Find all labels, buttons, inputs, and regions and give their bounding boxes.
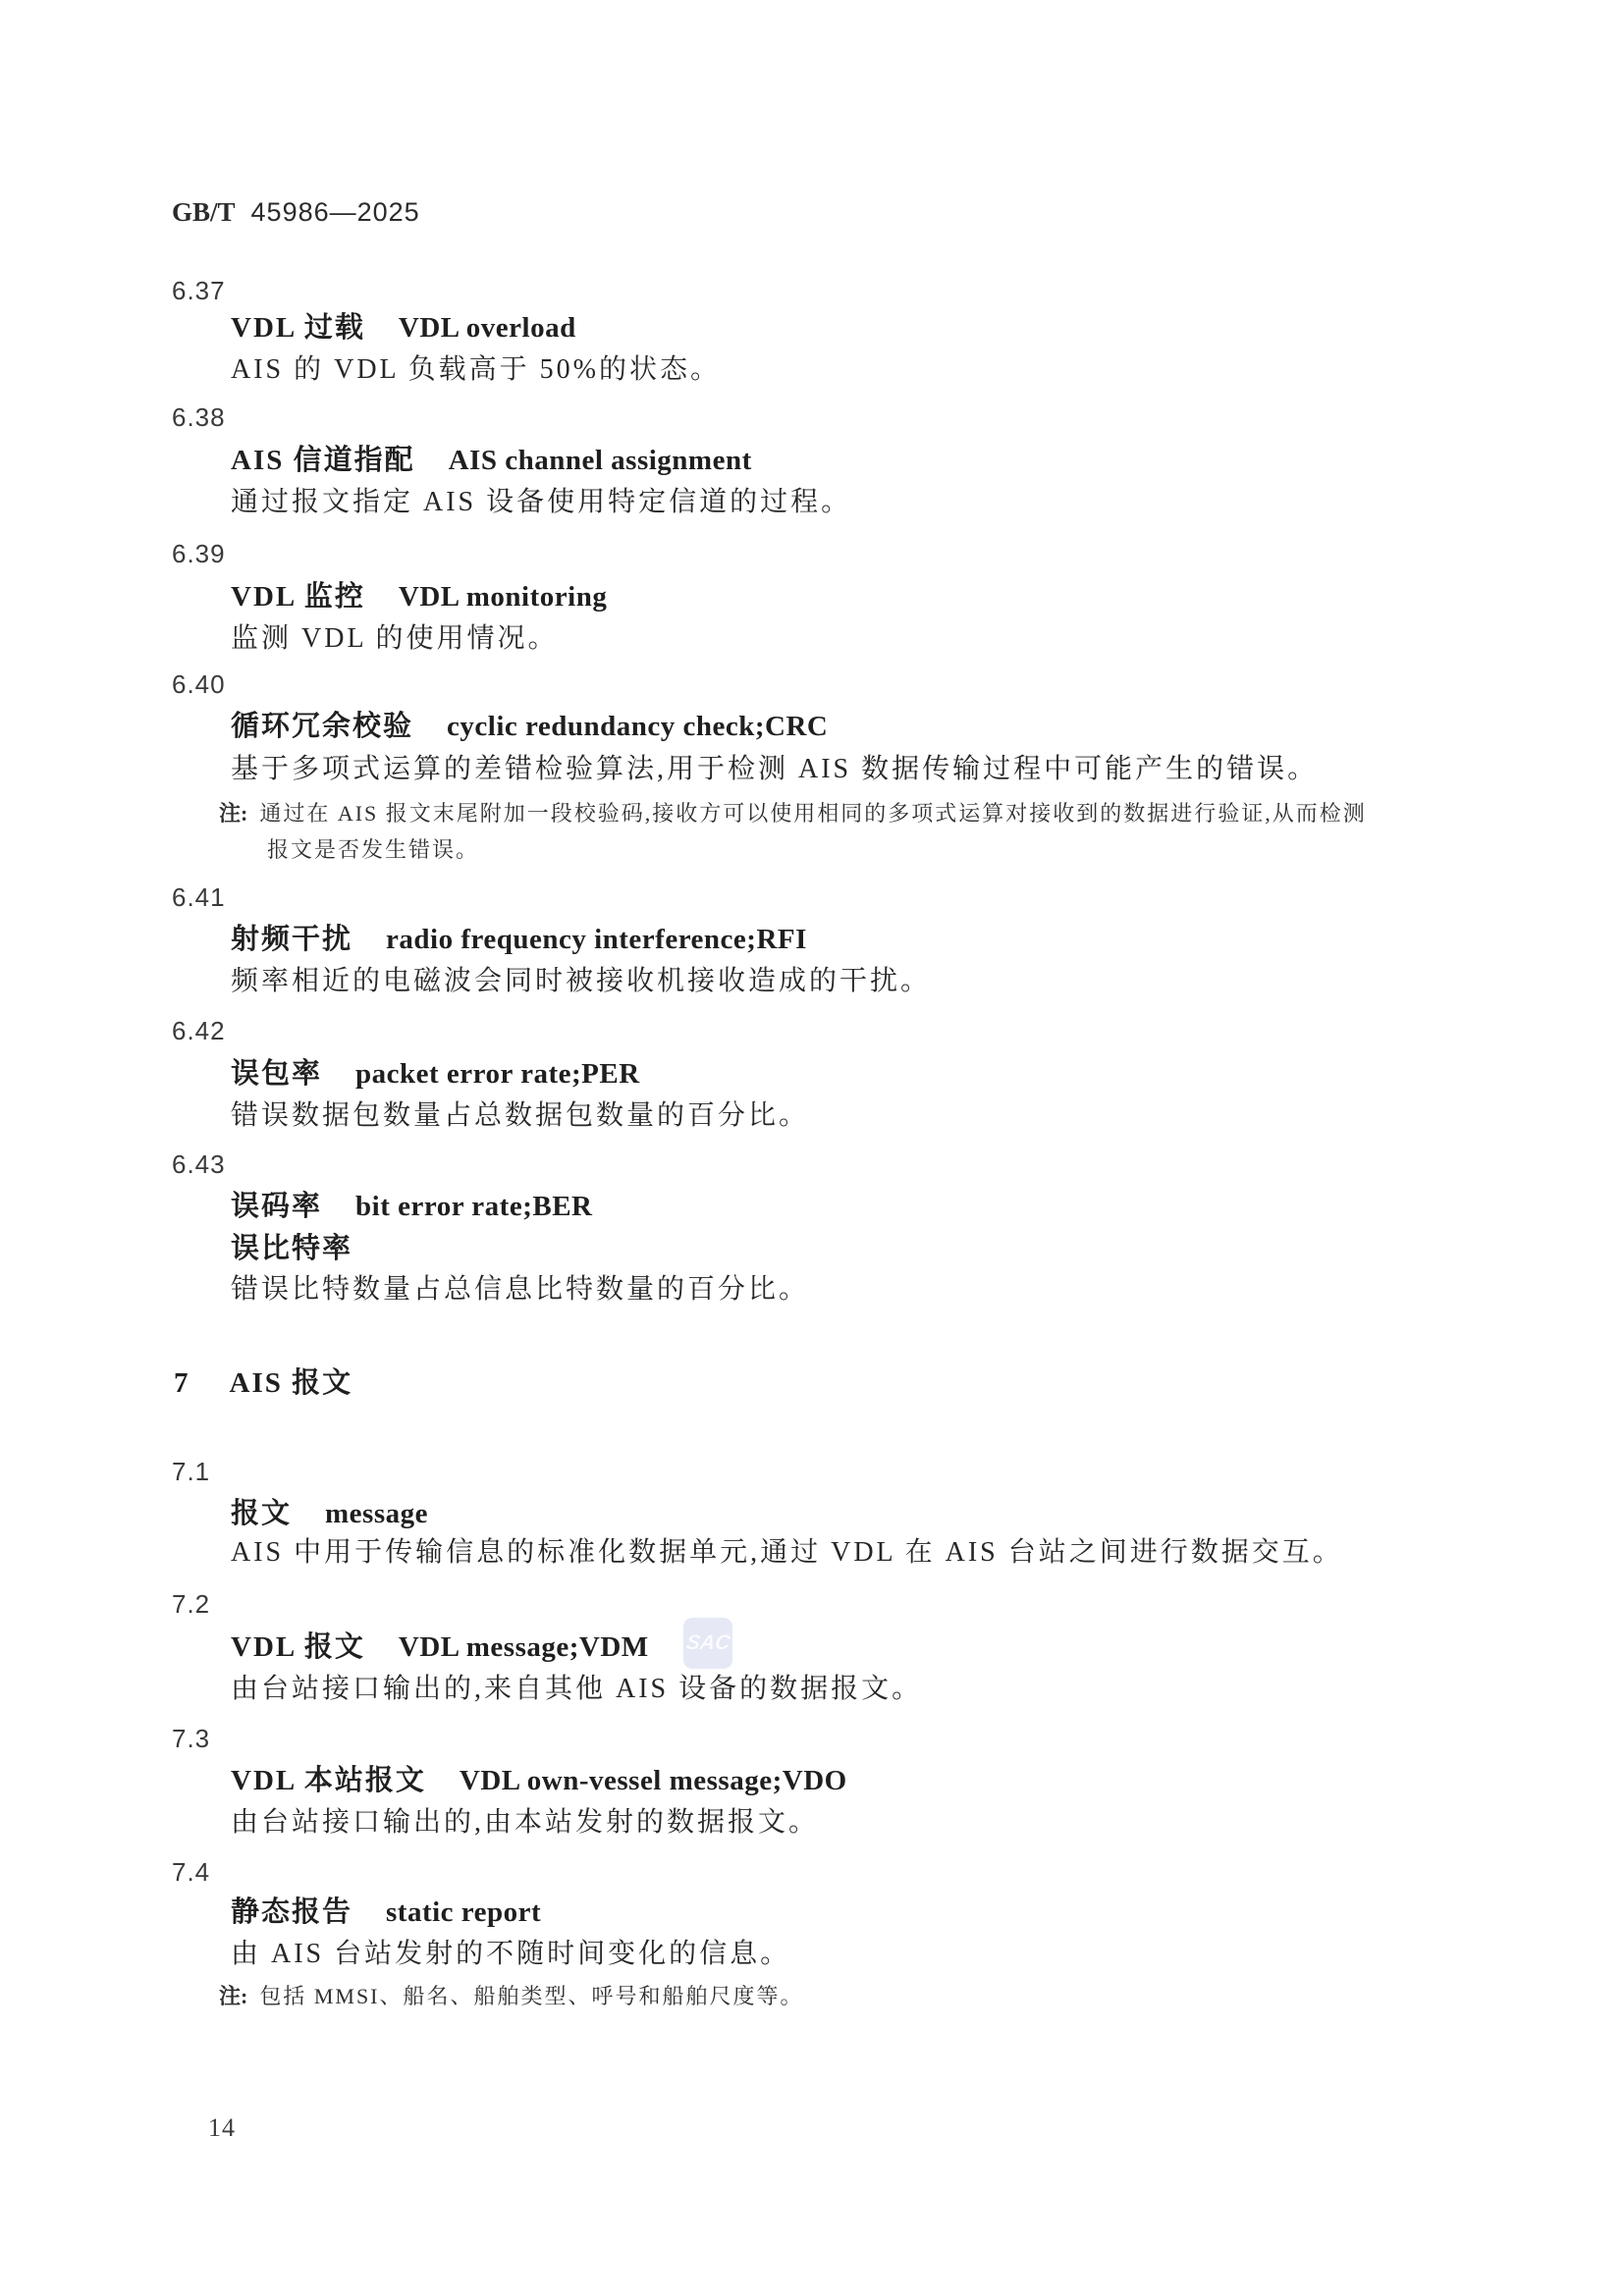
term-line [231,1060,640,1089]
clause-number: 6.42 [172,1016,226,1045]
term-chinese: 射频干扰 [231,924,353,955]
sac-watermark-text: SAC [684,1631,731,1654]
term-chinese: 静态报告 [231,1896,353,1928]
chapter-number: 7 [174,1367,190,1399]
clause-number: 6.38 [172,402,226,432]
note-label: 注: [219,801,248,826]
term-note [219,803,1367,825]
page-number: 14 [208,2113,236,2142]
term-line [231,583,607,612]
note-text: 包括 MMSI、船名、船舶类型、呼号和船舶尺度等。 [259,1984,804,2008]
term-english: bit error rate;BER [355,1191,593,1222]
clause-number: 7.2 [172,1589,211,1619]
term-definition: 监测 VDL 的使用情况。 [231,623,559,654]
clause-number: 6.40 [172,669,226,699]
term-definition: AIS 的 VDL 负载高于 50%的状态。 [231,354,721,385]
term-english: VDL overload [398,312,576,344]
note-continuation: 报文是否发生错误。 [267,837,480,862]
term-line [231,447,752,475]
term-english: VDL message;VDM [398,1631,649,1663]
term-definition: 通过报文指定 AIS 设备使用特定信道的过程。 [231,487,852,517]
term-chinese: 循环冗余校验 [231,711,414,742]
term-line [231,1767,847,1795]
note-label: 注: [219,1984,248,2008]
chapter-heading [174,1369,352,1398]
standard-number: 45986—2025 [250,197,420,227]
term-definition: 错误比特数量占总信息比特数量的百分比。 [231,1274,810,1305]
sac-watermark-logo [683,1618,732,1669]
term-chinese: VDL 监控 [231,581,365,613]
clause-number: 6.43 [172,1149,226,1179]
term-line [231,926,807,954]
term-definition: 频率相近的电磁波会同时被接收机接收造成的干扰。 [231,966,932,996]
term-chinese: 误码率 [231,1191,323,1222]
chapter-title: AIS 报文 [229,1367,353,1399]
term-definition: 由台站接口输出的,来自其他 AIS 设备的数据报文。 [231,1674,923,1704]
term-english: AIS channel assignment [448,445,752,476]
term-definition: 错误数据包数量占总数据包数量的百分比。 [231,1100,810,1131]
term-english: static report [386,1896,542,1928]
note-text: 通过在 AIS 报文末尾附加一段校验码,接收方可以使用相同的多项式运算对接收到的数据进行验证,从而检测 [259,801,1367,826]
term-english: VDL own-vessel message;VDO [459,1765,847,1796]
term-chinese: VDL 本站报文 [231,1765,426,1796]
standard-code: GB/T [172,197,236,227]
term-chinese: VDL 过载 [231,312,365,344]
term-line [231,1633,649,1662]
term-english: cyclic redundancy check;CRC [447,711,829,742]
term-line [231,1898,541,1927]
clause-number: 6.41 [172,882,226,912]
term-chinese: 误包率 [231,1058,323,1090]
term-definition: 由 AIS 台站发射的不随时间变化的信息。 [231,1939,791,1969]
term-synonym: 误比特率 [231,1233,353,1264]
term-english: packet error rate;PER [355,1058,640,1090]
term-chinese: VDL 报文 [231,1631,365,1663]
term-line [231,713,828,741]
clause-number: 6.37 [172,276,226,305]
term-definition: AIS 中用于传输信息的标准化数据单元,通过 VDL 在 AIS 台站之间进行数据交互。 [231,1537,1343,1568]
clause-number: 7.3 [172,1724,211,1753]
term-chinese: AIS 信道指配 [231,445,415,476]
term-chinese: 报文 [231,1498,293,1529]
standard-header [172,199,420,226]
term-line [231,314,576,343]
term-definition: 由台站接口输出的,由本站发射的数据报文。 [231,1807,820,1838]
term-line [231,1193,592,1221]
term-definition: 基于多项式运算的差错检验算法,用于检测 AIS 数据传输过程中可能产生的错误。 [231,754,1319,784]
clause-number: 7.1 [172,1457,211,1486]
term-english: message [325,1498,428,1529]
clause-number: 7.4 [172,1857,211,1887]
term-note [219,1986,804,2007]
term-line [231,1500,428,1528]
term-english: VDL monitoring [398,581,608,613]
term-english: radio frequency interference;RFI [386,924,807,955]
clause-number: 6.39 [172,539,226,568]
